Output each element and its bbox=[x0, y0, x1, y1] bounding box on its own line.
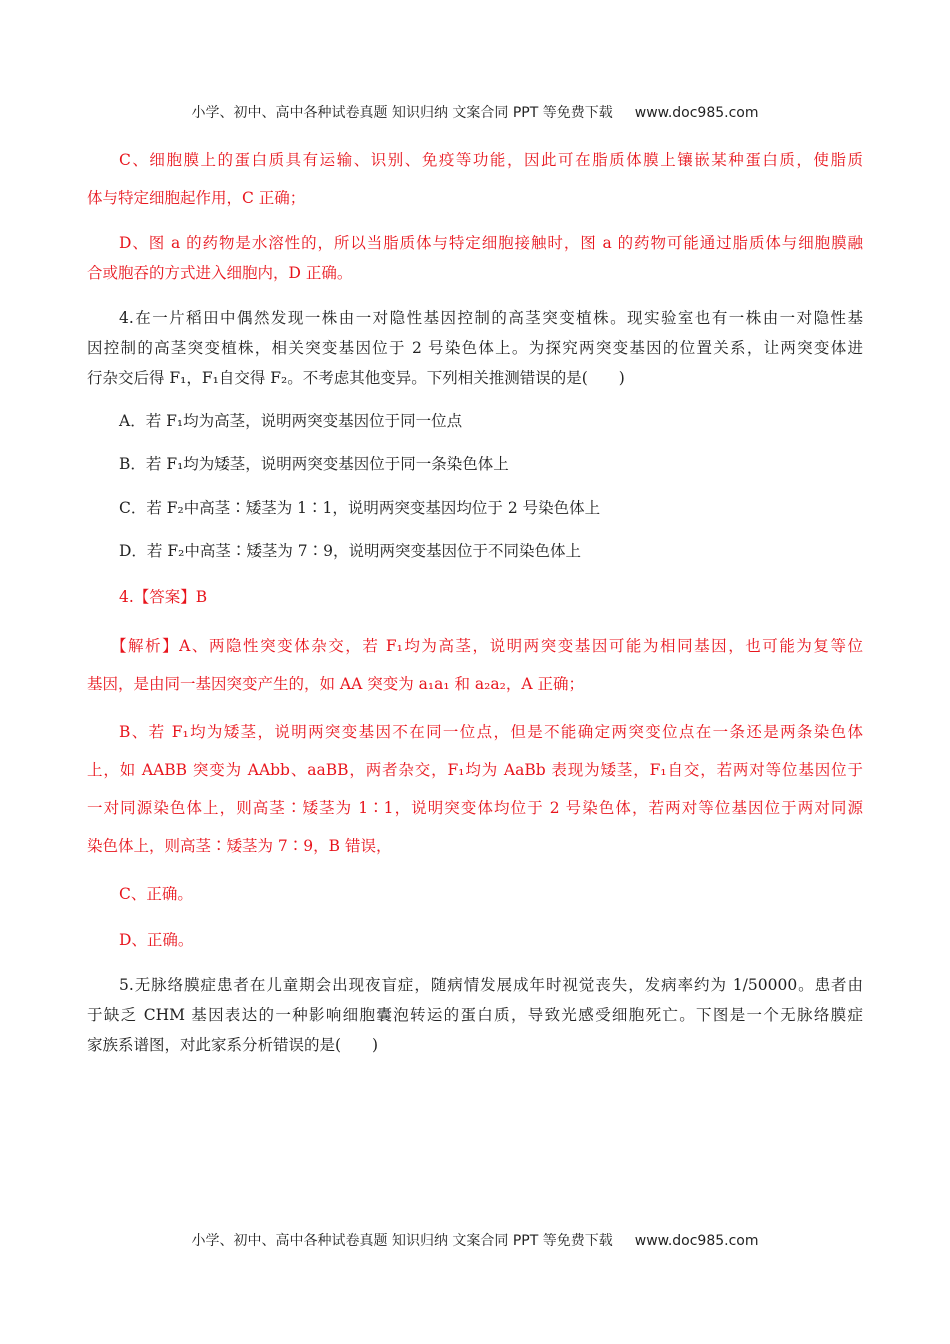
text-line: 家族系谱图，对此家系分析错误的是( ) bbox=[87, 1036, 379, 1054]
header-text: 小学、初中、高中各种试卷真题 知识归纳 文案合同 PPT 等免费下载 bbox=[191, 105, 613, 121]
answer-text: 4.【答案】B bbox=[119, 588, 208, 606]
text-line: 体与特定细胞起作用，C 正确； bbox=[87, 189, 306, 207]
answer bbox=[87, 582, 863, 612]
text-line: 基因，是由同一基因突变产生的，如 AA 突变为 a₁a₁ 和 a₂a₂，A 正确； bbox=[87, 675, 584, 693]
option-text: A．若 F₁均为高茎，说明两突变基因位于同一位点 bbox=[119, 412, 463, 430]
text-line: 【解析】A、两隐性突变体杂交，若 F₁均为高茎，说明两突变基因可能为相同基因，也可能为复等位 bbox=[111, 637, 863, 655]
prev-option-d-analysis bbox=[87, 228, 863, 288]
text-line: 因控制的高茎突变植株，相关突变基因位于 2 号染色体上。为探究两突变基因的位置关系，让两突变体进 bbox=[87, 339, 863, 357]
footer-url[interactable]: www.doc985.com bbox=[634, 1233, 759, 1249]
analysis-d bbox=[87, 925, 863, 955]
option-a bbox=[87, 406, 863, 436]
analysis-c bbox=[87, 879, 863, 909]
header-url[interactable]: www.doc985.com bbox=[634, 105, 759, 121]
option-text: B．若 F₁均为矮茎，说明两突变基因位于同一条染色体上 bbox=[119, 455, 509, 473]
text-line: 于缺乏 CHM 基因表达的一种影响细胞囊泡转运的蛋白质，导致光感受细胞死亡。下图是一个无脉络膜症 bbox=[87, 1006, 863, 1024]
text-line: 染色体上，则高茎∶矮茎为 7∶9，B 错误， bbox=[87, 837, 392, 855]
text-line: B、若 F₁均为矮茎，说明两突变基因不在同一位点，但是不能确定两突变位点在一条还是两条染色体 bbox=[119, 723, 863, 741]
page-footer bbox=[0, 1230, 950, 1250]
option-text: C．若 F₂中高茎∶矮茎为 1∶1，说明两突变基因均位于 2 号染色体上 bbox=[119, 499, 601, 517]
footer-text: 小学、初中、高中各种试卷真题 知识归纳 文案合同 PPT 等免费下载 bbox=[191, 1233, 613, 1249]
text-line: 合或胞吞的方式进入细胞内，D 正确。 bbox=[87, 264, 353, 282]
text-line: 上，如 AABB 突变为 AAbb、aaBB，两者杂交，F₁均为 AaBb 表现为矮茎，F₁自交，若两对等位基因位于 bbox=[87, 761, 863, 779]
text-line: D、正确。 bbox=[119, 931, 194, 949]
prev-option-c-analysis bbox=[87, 145, 863, 213]
text-line: C、正确。 bbox=[119, 885, 193, 903]
option-text: D．若 F₂中高茎∶矮茎为 7∶9，说明两突变基因位于不同染色体上 bbox=[119, 542, 581, 560]
option-c bbox=[87, 493, 863, 523]
text-line: 4.在一片稻田中偶然发现一株由一对隐性基因控制的高茎突变植株。现实验室也有一株由一对隐性基 bbox=[119, 309, 863, 327]
text-line: C、细胞膜上的蛋白质具有运输、识别、免疫等功能，因此可在脂质体膜上镶嵌某种蛋白质，使脂质 bbox=[119, 151, 863, 169]
question-4-stem bbox=[87, 303, 863, 393]
analysis-b bbox=[87, 717, 863, 861]
page-header bbox=[0, 102, 950, 122]
text-line: 5.无脉络膜症患者在儿童期会出现夜盲症，随病情发展成年时视觉丧失，发病率约为 1/50000。患者由 bbox=[119, 976, 863, 994]
question-5-stem bbox=[87, 970, 863, 1060]
option-d bbox=[87, 536, 863, 566]
text-line: 行杂交后得 F₁，F₁自交得 F₂。不考虑其他变异。下列相关推测错误的是( ) bbox=[87, 369, 625, 387]
text-line: D、图 a 的药物是水溶性的，所以当脂质体与特定细胞接触时，图 a 的药物可能通过脂质体与细胞膜融 bbox=[119, 234, 863, 252]
analysis-a bbox=[87, 631, 863, 699]
option-b bbox=[87, 449, 863, 479]
text-line: 一对同源染色体上，则高茎∶矮茎为 1∶1，说明突变体均位于 2 号染色体，若两对等位基因位于两对同源 bbox=[87, 799, 863, 817]
